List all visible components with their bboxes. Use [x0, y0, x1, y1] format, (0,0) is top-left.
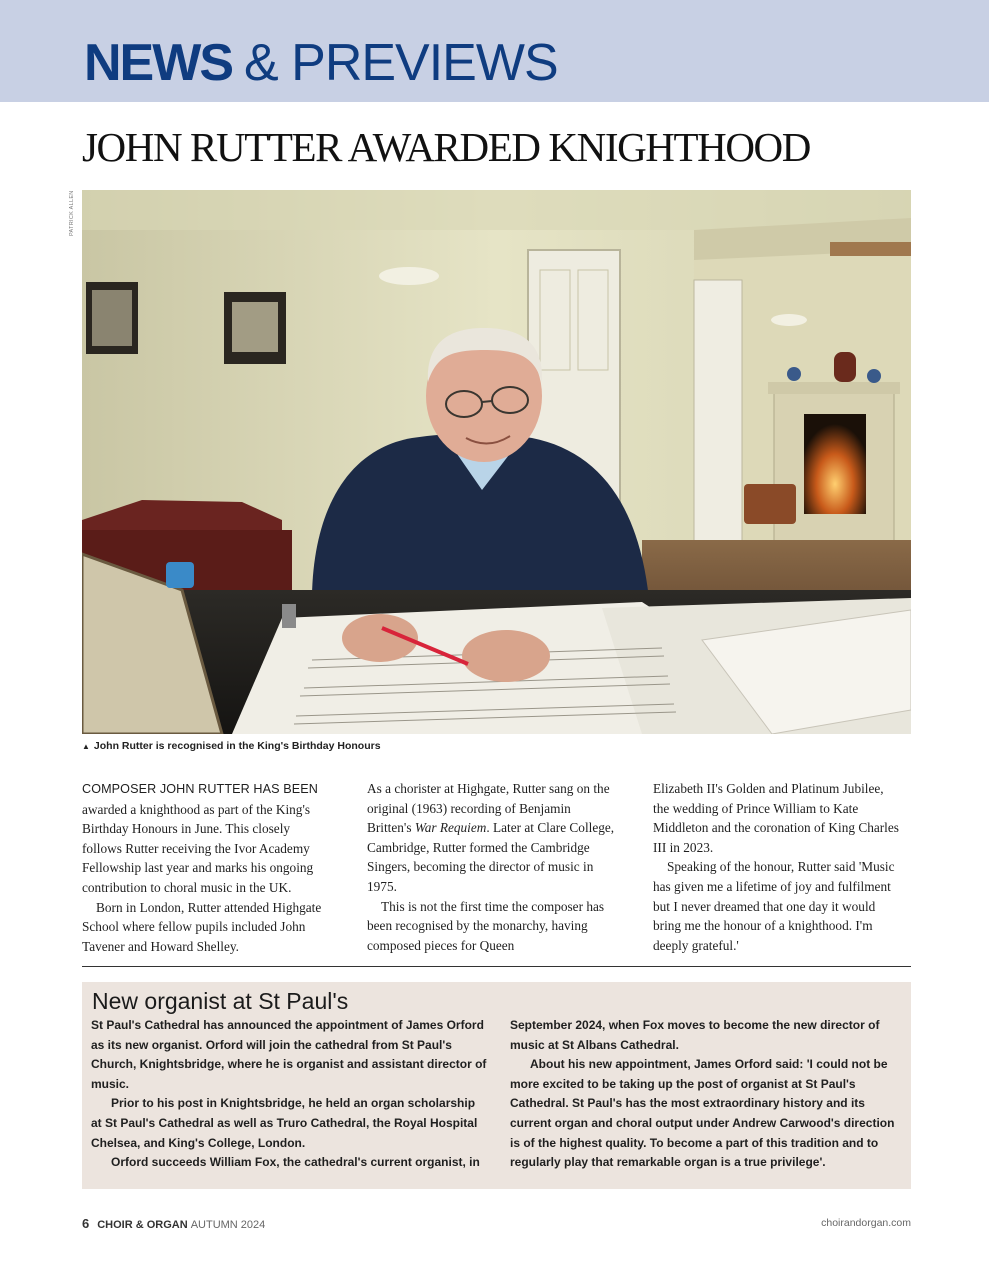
article-column-1 [82, 779, 332, 956]
article-lead-caps: COMPOSER JOHN RUTTER HAS BEEN [82, 782, 318, 796]
caption-text: John Rutter is recognised in the King's Birthday Honours [93, 740, 381, 752]
photo-credit [67, 190, 77, 250]
caption-triangle-icon: ▲ [82, 742, 90, 751]
photo-credit-text: PATRICK ALLEN [69, 190, 75, 236]
photo-hand-right [462, 630, 550, 682]
article-paragraph: Elizabeth II's Golden and Platinum Jubilee, the wedding of Prince William to Kate Middleton and the coronation of King Charles III in 2023. [653, 781, 899, 855]
page-number: 6 [82, 1216, 90, 1231]
photo-door-inner [694, 280, 742, 550]
magazine-name: CHOIR & ORGAN [97, 1219, 188, 1231]
article-paragraph [82, 779, 332, 898]
sidebar-paragraph: September 2024, when Fox moves to become the new director of music at St Albans Cathedral. [510, 1018, 880, 1052]
sidebar-paragraph: Orford succeeds William Fox, the cathedral's current organist, in [111, 1155, 480, 1170]
section-title-strong: NEWS [84, 34, 232, 92]
article-text: . Later at Clare College, Cambridge, Rutter formed the Cambridge Singers, becoming the director of music in 1975. [367, 820, 615, 894]
article-headline: JOHN RUTTER AWARDED KNIGHTHOOD [82, 124, 810, 170]
article-column-3 [653, 779, 903, 955]
sidebar-box [82, 982, 911, 1189]
section-title [84, 32, 558, 94]
article-paragraph: Born in London, Rutter attended Highgate School where fellow pupils included John Tavener and Howard Shelley. [82, 899, 322, 954]
article-italic-title: War Requiem [414, 820, 487, 836]
sidebar-column-2 [510, 1016, 906, 1173]
issue-label: AUTUMN 2024 [190, 1219, 266, 1231]
sidebar-paragraph: About his new appointment, James Orford said: 'I could not be more excited to be taking up the post of organist at St Paul's Cathedral. St Paul's has the most extraordinary history and its current organ and choral output under Andrew Carwood's direction is of the highest quality. To become a part of this tradition and to regularly play that remarkable organ is a true privilege'. [510, 1057, 895, 1170]
article-divider [82, 966, 911, 967]
sidebar-column-1 [91, 1016, 487, 1173]
article-paragraph [367, 779, 617, 897]
sidebar-paragraph: St Paul's Cathedral has announced the appointment of James Orford as its new organist. Orford will join the cathedral from St Paul's Church, Knightsbridge, where he is organist and assistant director of music. [91, 1018, 487, 1091]
sidebar-paragraph: Prior to his post in Knightsbridge, he held an organ scholarship at St Paul's Cathedral as well as Truro Cathedral, the Royal Hospital Chelsea, and King's College, London. [91, 1096, 478, 1150]
photo-caption [82, 740, 381, 752]
sidebar-title: New organist at St Paul's [92, 988, 349, 1014]
article-text: awarded a knighthood as part of the King's Birthday Honours in June. This closely follows Rutter receiving the Ivor Academy Fellowship last year and marks his ongoing contribution to choral music in the UK. [82, 801, 314, 895]
website-link[interactable]: choirandorgan.com [821, 1217, 911, 1229]
article-photo [82, 190, 911, 734]
article-column-2 [367, 779, 617, 955]
article-paragraph: Speaking of the honour, Rutter said 'Music has given me a lifetime of joy and fulfilment but I never dreamed that one day it would bring me the honour of a knighthood. I'm deeply grateful.' [653, 859, 895, 953]
section-title-rest: & PREVIEWS [244, 34, 558, 92]
article-paragraph: This is not the first time the composer has been recognised by the monarchy, having composed pieces for Queen [367, 898, 605, 953]
page-footer [82, 1216, 911, 1232]
article-body [82, 779, 911, 959]
article-text: As a chorister at Highgate, Rutter sang on the original (1963) recording of Benjamin Britten's [367, 781, 610, 836]
